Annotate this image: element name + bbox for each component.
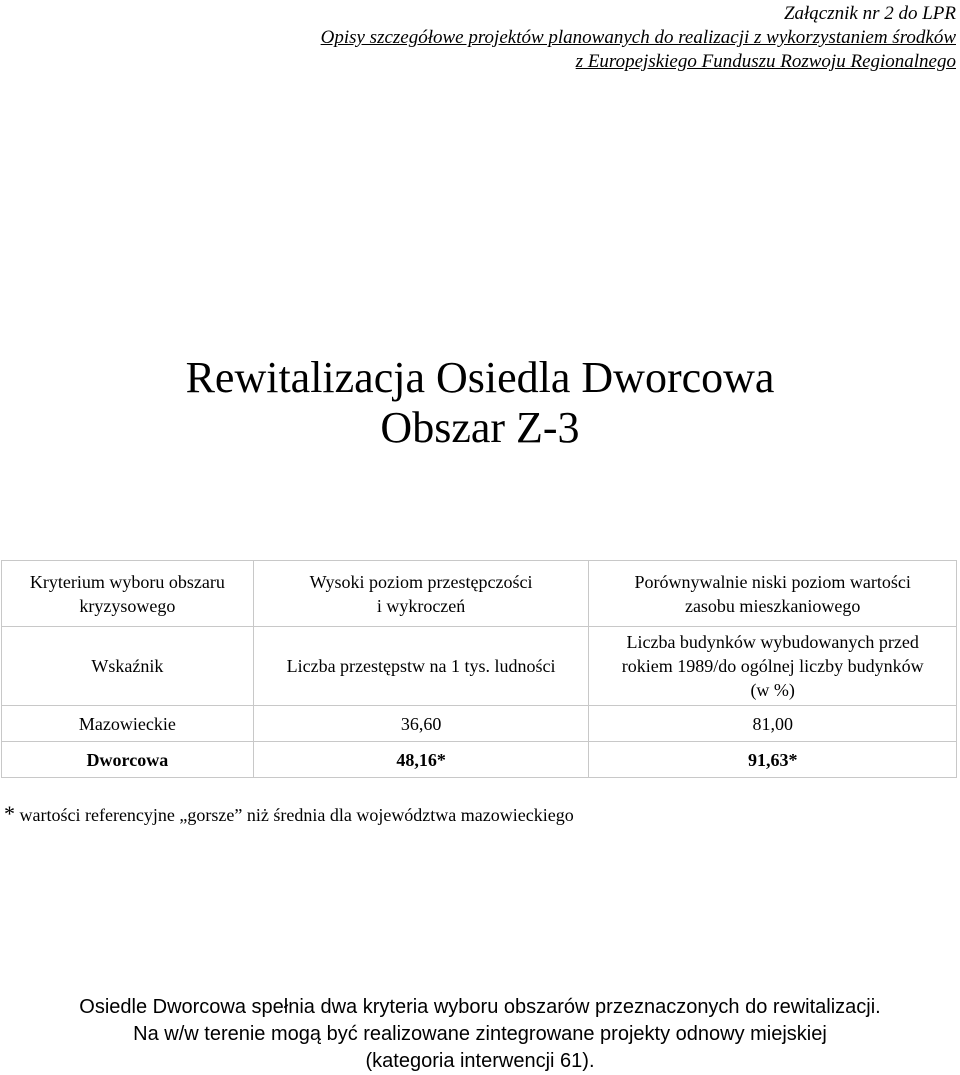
document-header	[321, 2, 956, 74]
indicator-2-line-3: (w %)	[750, 680, 795, 700]
indicator-2-line-2: rokiem 1989/do ogólnej liczby budynków	[621, 656, 924, 676]
indicator-2-cell	[589, 627, 957, 706]
criterion-label-cell	[2, 561, 254, 627]
conclusion-line-2: Na w/w terenie mogą być realizowane zintegrowane projekty odnowy miejskiej	[133, 1023, 827, 1045]
table-row-dworcowa	[2, 742, 957, 778]
region-label-cell: Mazowieckie	[2, 706, 254, 742]
conclusion	[0, 994, 960, 1075]
criterion-2-line-1: Porównywalnie niski poziom wartości	[634, 571, 911, 592]
criterion-2-line-2: zasobu mieszkaniowego	[684, 595, 861, 616]
region-value-1-cell: 36,60	[253, 706, 589, 742]
table-row-indicator	[2, 627, 957, 706]
indicator-label-cell: Wskaźnik	[2, 627, 254, 706]
table-row-criterion	[2, 561, 957, 627]
area-value-1-cell: 48,16*	[253, 742, 589, 778]
area-label-cell: Dworcowa	[2, 742, 254, 778]
region-value-2-cell: 81,00	[589, 706, 957, 742]
conclusion-line-1: Osiedle Dworcowa spełnia dwa kryteria wyboru obszarów przeznaczonych do rewitalizacji.	[79, 996, 881, 1018]
footnote	[4, 802, 574, 827]
page-title	[0, 353, 960, 453]
conclusion-line-3: (kategoria interwencji 61).	[365, 1050, 595, 1072]
criterion-1-line-1: Wysoki poziom przestępczości	[309, 571, 533, 592]
header-subtitle-line-1: Opisy szczegółowe projektów planowanych do realizacji z wykorzystaniem środków	[320, 27, 956, 48]
indicator-1-cell: Liczba przestępstw na 1 tys. ludności	[253, 627, 589, 706]
criteria-table	[1, 560, 957, 778]
footnote-text: wartości referencyjne „gorsze” niż średnia dla województwa mazowieckiego	[19, 805, 574, 825]
criterion-1-line-2: i wykroczeń	[376, 595, 466, 616]
indicator-2-line-1: Liczba budynków wybudowanych przed	[626, 632, 919, 652]
header-subtitle-line-2: z Europejskiego Funduszu Rozwoju Regionalnego	[575, 51, 956, 72]
criterion-label-line-1: Kryterium wyboru obszaru	[29, 571, 225, 592]
area-value-2-cell: 91,63*	[589, 742, 957, 778]
criterion-2-cell	[589, 561, 957, 627]
title-line-2: Obszar Z-3	[380, 403, 580, 452]
footnote-asterisk: *	[4, 801, 15, 826]
criterion-1-cell	[253, 561, 589, 627]
title-line-1: Rewitalizacja Osiedla Dworcowa	[185, 353, 775, 402]
criterion-label-line-2: kryzysowego	[79, 595, 176, 616]
annex-label: Załącznik nr 2 do LPR	[783, 3, 956, 24]
table-row-mazowieckie	[2, 706, 957, 742]
